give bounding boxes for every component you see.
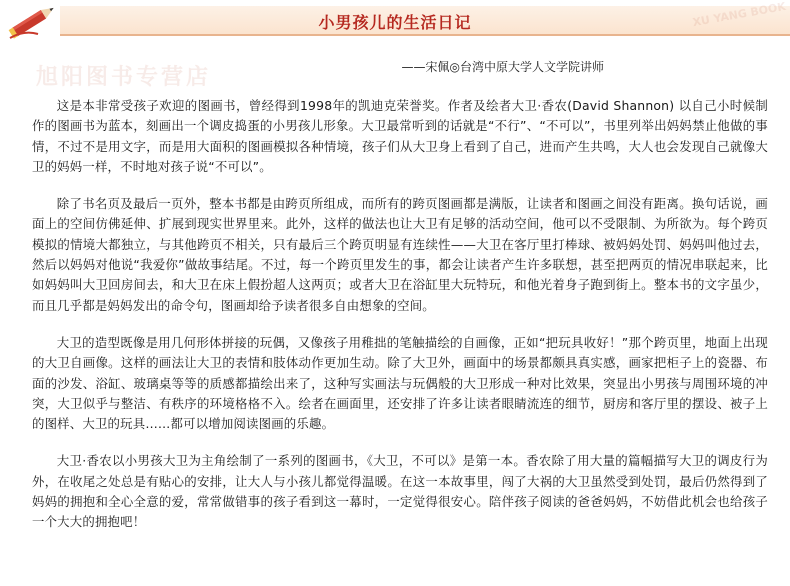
paragraph: 大卫的造型既像是用几何形体拼接的玩偶，又像孩子用稚拙的笔触描绘的自画像，正如“把玩具收好！”那个跨页里，地面上出现的大卫自画像。这样的画法让大卫的表情和肢体动作更加生动。除了大卫外，画面中的场景都颇具真实感，画家把柜子上的瓷器、布面的沙发、浴缸、玻璃桌等等的质感都描绘出来了，这种写实画法与玩偶般的大卫形成一种对比效果，突显出小男孩与周围环境的冲突，大卫似乎与整洁、有秩序的环境格格不入。绘者在画面里，还安排了许多让读者眼睛流连的细节，厨房和客厅里的摆设、被子上的图样、大卫的玩具……都可以增加阅读图画的乐趣。	[32, 334, 768, 432]
paragraph: 大卫·香农以小男孩大卫为主角绘制了一系列的图画书，《大卫，不可以》是第一本。香农除了用大量的篇幅描写大卫的调皮行为外，在收尾之处总是有贴心的安排，让大人与小孩儿都觉得温暖。在这一本故事里，闯了大祸的大卫虽然受到处罚，最后仍然得到了妈妈的拥抱和全心全意的爱，常常做错事的孩子看到这一幕时，一定觉得很安心。陪伴孩子阅读的爸爸妈妈，不妨借此机会也给孩子一个大大的拥抱吧！	[32, 453, 768, 530]
article-body	[32, 96, 768, 550]
store-watermark: 旭阳图书专营店	[36, 65, 212, 90]
paragraph: 这是本非常受孩子欢迎的图画书，曾经得到1998年的凯迪克荣誉奖。作者及绘者大卫·香农(David Shannon) 以自己小时候制作的图画书为蓝本，刻画出一个调皮捣蛋的小男孩儿形象。大卫最常听到的话就是“不行”、“不可以”，书里列举出妈妈禁止他做的事情，不过不是用文字，而是用大面积的图画模拟各种情境，孩子们从大卫身上看到了自己，进而产生共鸣，大人也会发现自己就像大卫的妈妈一样，不时地对孩子说“不可以”。	[32, 98, 768, 174]
page-title: 小男孩儿的生活日记	[318, 13, 472, 32]
author-byline: ——宋佩◎台湾中原大学人文学院讲师	[401, 60, 604, 74]
header-banner	[0, 0, 790, 44]
paragraph: 除了书名页及最后一页外，整本书都是由跨页所组成，而所有的跨页图画都是满版，让读者和图画之间没有距离。换句话说，画面上的空间仿佛延伸、扩展到现实世界里来。此外，这样的做法也让大卫有足够的活动空间，他可以不受限制、为所欲为。每个跨页模拟的情境大都独立，与其他跨页不相关，只有最后三个跨页明显有连续性——大卫在客厅里打棒球、被妈妈处罚、妈妈叫他过去，然后以妈妈对他说“我爱你”做故事结尾。不过，每一个跨页里发生的事，都会让读者产生许多联想，甚至把两页的情况串联起来，比如妈妈叫大卫回房间去，和大卫在床上假扮超人这两页；或者大卫在浴缸里大玩特玩，和他光着身子跑到街上。整本书的文字虽少，而且几乎都是妈妈发出的命令句，图画却给予读者很多自由想象的空间。	[32, 196, 768, 313]
